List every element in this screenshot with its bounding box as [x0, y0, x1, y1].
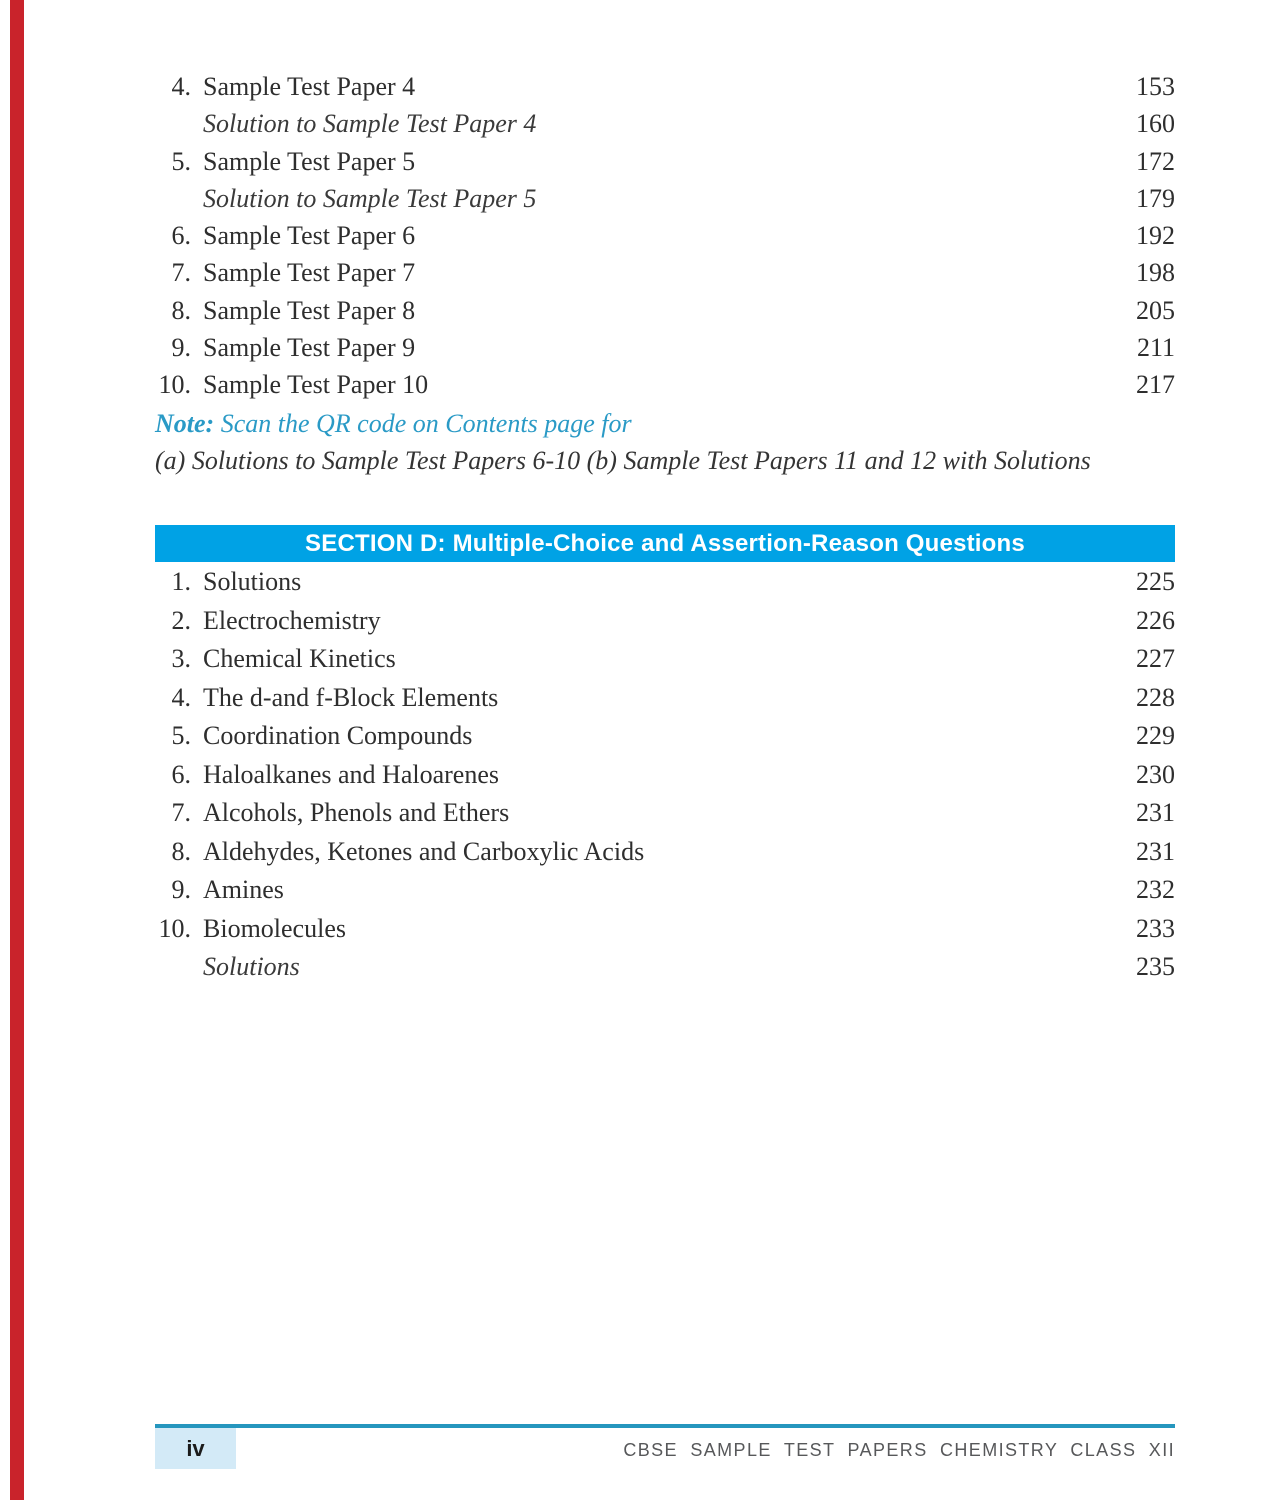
toc-entry [155, 602, 1175, 641]
toc-entry [155, 292, 1175, 329]
toc-entry-number: 9. [171, 333, 191, 363]
toc-entry-number: 5. [171, 146, 191, 176]
toc-entry-number: 4. [171, 72, 191, 101]
toc-entry-label: Solution to Sample Test Paper 4 [203, 109, 537, 139]
toc-entry-label: Amines [203, 875, 284, 904]
toc-entry [155, 143, 1175, 180]
toc-entry-label: Coordination Compounds [203, 721, 473, 750]
toc-entry-label: Sample Test Paper 4 [203, 72, 416, 101]
footer-running-title: CBSE SAMPLE TEST PAPERS CHEMISTRY CLASS XII [623, 1440, 1175, 1460]
toc-entry-label: Sample Test Paper 5 [203, 146, 416, 176]
toc-entry [155, 68, 1175, 105]
toc-entry-number: 9. [171, 875, 191, 904]
page-number: 160 [1136, 109, 1175, 139]
toc-entry-label: The d-and f-Block Elements [203, 682, 499, 712]
toc-entry-number: 6. [171, 759, 191, 789]
qr-note [155, 405, 1175, 479]
page-number: 235 [1136, 952, 1175, 981]
toc-entry-label: Haloalkanes and Haloarenes [203, 759, 499, 789]
toc-entry-number: 3. [171, 644, 191, 673]
folio-page-number: iv [186, 1435, 205, 1461]
page-number: 228 [1136, 682, 1175, 712]
toc-entry-number: 1. [171, 567, 191, 596]
toc-entry-label: Alcohols, Phenols and Ethers [203, 798, 510, 827]
toc-entry-number [155, 180, 203, 217]
toc-sample-papers-list [155, 68, 1175, 404]
qr-note-line [155, 405, 1175, 442]
toc-sub-entry [155, 948, 1175, 987]
toc-sub-entry [155, 105, 1175, 142]
toc-entry-label: Sample Test Paper 9 [203, 333, 416, 363]
page-number: 233 [1136, 913, 1175, 943]
toc-entry [155, 217, 1175, 254]
toc-entry-number: 7. [171, 798, 191, 827]
toc-entry-label: Chemical Kinetics [203, 644, 396, 673]
toc-entry-number: 10. [158, 370, 191, 400]
footer-rule [155, 1424, 1175, 1428]
page-number: 231 [1136, 836, 1175, 866]
toc-entry-number: 7. [171, 258, 191, 288]
page-number: 198 [1136, 258, 1175, 288]
toc-entry-label: Solution to Sample Test Paper 5 [203, 183, 537, 213]
toc-entry-number: 2. [171, 605, 191, 635]
toc-entry-label: Solutions [203, 952, 300, 981]
toc-entry-number: 4. [171, 682, 191, 712]
page-number: 192 [1136, 221, 1175, 251]
toc-sub-entry [155, 180, 1175, 217]
page-number: 227 [1136, 644, 1175, 673]
toc-entry [155, 640, 1175, 679]
toc-entry-label: Sample Test Paper 6 [203, 221, 416, 251]
qr-note-prefix: Note: [155, 409, 215, 438]
toc-entry [155, 833, 1175, 872]
toc-entry-number [155, 948, 203, 987]
toc-entry [155, 366, 1175, 403]
toc-entry-label: Electrochemistry [203, 605, 381, 635]
page-number: 230 [1136, 759, 1175, 789]
toc-entry-label: Sample Test Paper 7 [203, 258, 416, 288]
book-spine-strip [10, 0, 24, 1500]
page-number: 226 [1136, 605, 1175, 635]
toc-entry-label: Sample Test Paper 10 [203, 370, 429, 400]
page-number: 225 [1136, 567, 1175, 596]
toc-entry-label: Biomolecules [203, 913, 346, 943]
toc-entry [155, 254, 1175, 291]
page-number: 179 [1136, 183, 1175, 213]
toc-entry [155, 910, 1175, 949]
toc-entry-number: 6. [171, 221, 191, 251]
page-number-badge [155, 1428, 236, 1469]
toc-entry-number: 5. [171, 721, 191, 750]
section-d-list [155, 563, 1175, 987]
toc-entry-number: 10. [158, 913, 191, 943]
toc-entry-number: 8. [171, 836, 191, 866]
section-d-header [155, 525, 1175, 562]
page-number: 172 [1136, 146, 1175, 176]
toc-entry-label: Aldehydes, Ketones and Carboxylic Acids [203, 836, 645, 866]
toc-entry [155, 794, 1175, 833]
toc-entry-label: Sample Test Paper 8 [203, 295, 416, 325]
toc-entry [155, 329, 1175, 366]
qr-note-text: Scan the QR code on Contents page for [214, 409, 632, 438]
toc-entry [155, 679, 1175, 718]
section-d-header-title: SECTION D: Multiple-Choice and Assertion-Reason Questions [305, 529, 1025, 557]
page-number: 211 [1136, 333, 1175, 363]
page-number: 232 [1136, 875, 1175, 904]
page-number: 231 [1136, 798, 1175, 827]
toc-entry [155, 563, 1175, 602]
toc-entry [155, 717, 1175, 756]
page-number: 205 [1136, 295, 1175, 325]
toc-entry [155, 756, 1175, 795]
page-number: 217 [1136, 370, 1175, 400]
toc-entry-number: 8. [171, 295, 191, 325]
qr-note-continuation: (a) Solutions to Sample Test Papers 6-10 (b) Sample Test Papers 11 and 12 with Solutions [155, 446, 1091, 475]
toc-entry-number [155, 105, 203, 142]
page-number: 153 [1136, 72, 1175, 101]
toc-entry [155, 871, 1175, 910]
page-number: 229 [1136, 721, 1175, 750]
toc-entry-label: Solutions [203, 567, 302, 596]
